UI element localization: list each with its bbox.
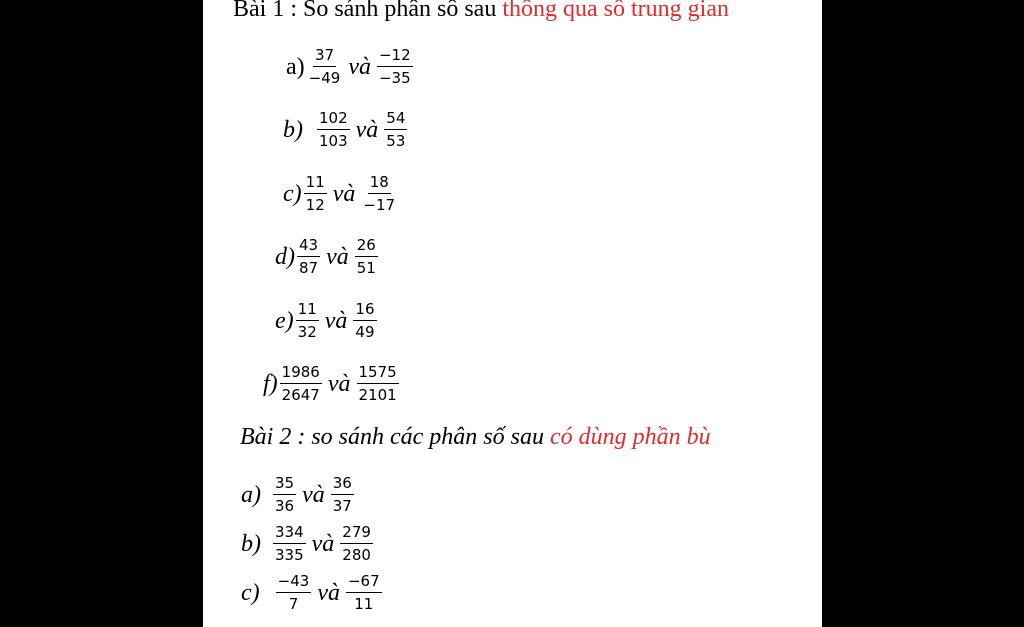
numerator: −67: [346, 572, 382, 593]
fraction-left: [304, 173, 327, 215]
conjunction: và: [326, 243, 349, 270]
numerator: 1986: [280, 363, 322, 384]
denominator: −49: [308, 69, 341, 87]
conjunction: và: [311, 530, 335, 557]
fraction-right: [361, 173, 397, 215]
numerator: 1575: [357, 363, 399, 384]
fraction-left: [297, 236, 320, 278]
numerator: 35: [273, 474, 296, 495]
exercise-1-title-main: Bài 1 : So sánh phân sô sau: [233, 0, 497, 22]
denominator: 12: [305, 196, 325, 214]
fraction-left: [276, 572, 312, 614]
denominator: 53: [386, 132, 406, 150]
document-page: [203, 0, 822, 627]
item-label: b): [241, 530, 261, 557]
numerator: 18: [368, 173, 391, 194]
denominator: 103: [319, 132, 348, 150]
denominator: 37: [332, 497, 352, 515]
conjunction: và: [302, 481, 325, 508]
fraction-left: [273, 474, 296, 516]
denominator: 32: [297, 323, 317, 341]
ex2-item-a: [241, 474, 356, 516]
fraction-right: [353, 300, 376, 342]
fraction-right: [355, 236, 378, 278]
exercise-2-title: [240, 424, 711, 451]
denominator: 87: [299, 259, 319, 277]
numerator: 279: [340, 523, 373, 544]
conjunction: và: [348, 53, 371, 80]
ex1-item-b: [283, 109, 409, 151]
denominator: 2101: [358, 386, 397, 404]
numerator: 36: [331, 474, 354, 495]
item-label: f): [263, 370, 278, 397]
fraction-right: [346, 572, 382, 614]
fraction-right: [357, 363, 399, 405]
fraction-left: [317, 109, 350, 151]
ex1-item-f: [263, 363, 401, 405]
conjunction: và: [355, 116, 379, 143]
fraction-left: [280, 363, 322, 405]
denominator: 2647: [281, 386, 320, 404]
item-label: c): [241, 579, 260, 606]
fraction-right: [331, 474, 354, 516]
item-label: e): [275, 307, 294, 334]
conjunction: và: [324, 307, 348, 334]
item-label: a): [286, 53, 305, 80]
denominator: 280: [342, 546, 371, 564]
numerator: 102: [317, 109, 350, 130]
item-label: a): [241, 481, 261, 508]
item-label: c): [283, 180, 302, 207]
denominator: 36: [275, 497, 295, 515]
denominator: 11: [354, 595, 374, 613]
exercise-1-title-highlight: thông qua sô trung gian: [502, 0, 729, 22]
fraction-right: [340, 523, 373, 565]
conjunction: và: [317, 579, 340, 606]
fraction-right: [377, 46, 413, 88]
fraction-left: [307, 46, 343, 88]
fraction-left: [296, 300, 319, 342]
ex1-item-a: [286, 46, 415, 88]
numerator: 54: [384, 109, 407, 130]
numerator: 37: [313, 46, 336, 67]
item-label: b): [283, 116, 303, 143]
denominator: 335: [275, 546, 304, 564]
ex2-item-b: [241, 523, 375, 565]
numerator: 16: [353, 300, 376, 321]
exercise-1-title: [233, 0, 729, 23]
numerator: 43: [297, 236, 320, 257]
denominator: −35: [378, 69, 411, 87]
numerator: 11: [296, 300, 319, 321]
exercise-2-title-highlight: có dùng phần bù: [549, 424, 711, 450]
numerator: 334: [273, 523, 306, 544]
ex1-item-c: [283, 173, 399, 215]
denominator: 49: [355, 323, 375, 341]
ex2-item-c: [241, 572, 384, 614]
fraction-left: [273, 523, 306, 565]
denominator: 7: [288, 595, 299, 613]
numerator: −12: [377, 46, 413, 67]
ex1-item-d: [275, 236, 380, 278]
numerator: −43: [276, 572, 312, 593]
ex1-item-e: [275, 300, 379, 342]
conjunction: và: [332, 180, 356, 207]
numerator: 26: [355, 236, 378, 257]
conjunction: và: [327, 370, 351, 397]
numerator: 11: [304, 173, 327, 194]
fraction-right: [384, 109, 407, 151]
denominator: 51: [356, 259, 376, 277]
item-label: d): [275, 243, 295, 270]
denominator: −17: [363, 196, 396, 214]
exercise-2-title-main: Bài 2 : so sánh các phân số sau: [240, 424, 544, 450]
